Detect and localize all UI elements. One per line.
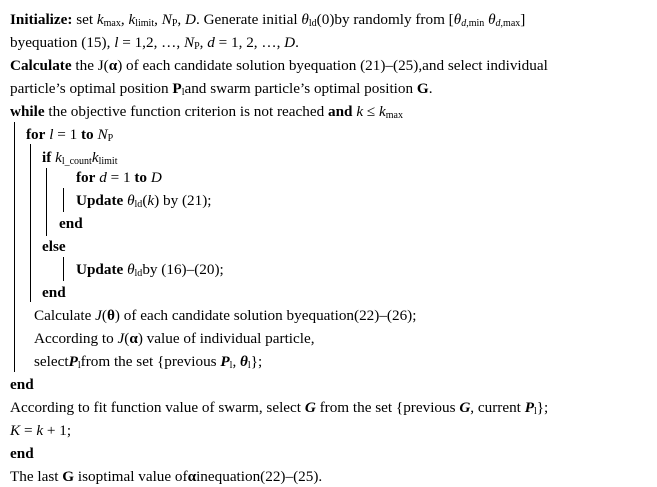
text-run: θ	[127, 261, 135, 278]
text-run: set	[72, 11, 97, 28]
text-run: .	[428, 80, 433, 97]
text-run: (	[101, 307, 107, 324]
text-run: N	[161, 11, 172, 28]
text-run: P	[172, 80, 182, 97]
text-run: N	[97, 126, 108, 143]
text-run: Update	[76, 261, 124, 278]
algo-line-21	[10, 467, 322, 486]
text-run: isoptimal value of	[74, 468, 188, 485]
text-run: G	[62, 468, 75, 485]
text-run: particle’s optimal position	[10, 80, 173, 97]
else-block-bar	[63, 257, 64, 281]
text-run: the objective function criterion is not reached	[44, 103, 329, 120]
text-run: D	[284, 34, 296, 51]
text-run: max	[103, 18, 121, 29]
text-run: . Generate initial	[195, 11, 302, 28]
algo-line-1	[10, 10, 525, 33]
text-run: end	[42, 284, 66, 301]
text-run: ,	[154, 11, 162, 28]
algo-line-6	[26, 125, 113, 148]
if-block-bar	[46, 168, 47, 236]
text-run: from the set {previous	[315, 399, 460, 416]
text-run: while	[10, 103, 45, 120]
text-run: + 1;	[43, 422, 72, 439]
text-run: ld	[308, 18, 317, 29]
algo-line-3	[10, 56, 548, 75]
text-run: α	[108, 57, 118, 74]
text-run: ,max	[500, 18, 521, 29]
text-run: =	[20, 422, 37, 439]
text-run: ,	[232, 353, 241, 370]
text-run: J	[95, 307, 102, 324]
algo-line-9	[76, 191, 212, 214]
text-run: and	[328, 103, 353, 120]
text-run: end	[10, 376, 34, 393]
text-run: θ	[240, 353, 248, 370]
text-run: max	[385, 110, 403, 121]
text-run: ld	[134, 268, 143, 279]
text-run: k	[356, 103, 364, 120]
text-run: ,	[120, 11, 129, 28]
algo-line-16	[34, 352, 262, 375]
text-run: d	[99, 169, 107, 186]
text-run: = 1	[106, 169, 135, 186]
text-run: ) value of individual particle,	[137, 330, 315, 347]
text-run: P	[220, 353, 230, 370]
algo-line-4	[10, 79, 433, 102]
text-run: (	[142, 192, 148, 209]
text-run: P	[171, 18, 178, 29]
text-run: α	[129, 330, 138, 347]
text-run: };	[536, 399, 549, 416]
text-run: ld	[134, 199, 143, 210]
text-run: else	[42, 238, 66, 255]
text-run: G	[416, 80, 429, 97]
text-run: θ	[127, 192, 135, 209]
text-run: N	[183, 34, 195, 51]
for-d-block-bar	[63, 188, 64, 212]
algo-line-10	[59, 214, 83, 233]
text-run: ) by (21);	[154, 192, 212, 209]
text-run: l	[247, 360, 251, 371]
text-run: l	[229, 360, 233, 371]
text-run: for	[76, 169, 96, 186]
text-run: = 1, 2, …,	[214, 34, 285, 51]
text-run: l	[181, 87, 185, 98]
text-run: θ	[106, 307, 115, 324]
algo-line-8	[76, 168, 162, 187]
algo-line-5	[10, 102, 403, 125]
text-run: , current	[470, 399, 525, 416]
text-run: k	[91, 149, 99, 166]
text-run: ≤	[363, 103, 379, 120]
text-run: k	[128, 11, 136, 28]
text-run: k	[379, 103, 386, 120]
algo-line-12	[76, 260, 224, 283]
text-run: (	[124, 330, 130, 347]
text-run: D	[185, 11, 196, 28]
text-run: θ	[453, 11, 462, 28]
text-run: (0)by randomly from [	[316, 11, 454, 28]
text-run: end	[10, 445, 34, 462]
text-run: ,min	[466, 18, 485, 29]
text-run: l	[114, 34, 119, 51]
algo-line-18	[10, 398, 548, 421]
text-run: θ	[488, 11, 496, 28]
text-run: ) of each candidate solution byequation (21)–(25),and select individual	[117, 57, 548, 74]
text-run: θ	[301, 11, 309, 28]
text-run: k	[147, 192, 155, 209]
text-run: for	[26, 126, 46, 143]
algo-line-20	[10, 444, 34, 463]
text-run: α	[187, 468, 197, 485]
text-run: D	[150, 169, 162, 186]
algo-line-17	[10, 375, 34, 394]
algo-line-13	[42, 283, 66, 302]
text-run: ,	[177, 11, 186, 28]
text-run: and swarm particle’s optimal position	[184, 80, 417, 97]
algo-line-19	[10, 421, 71, 440]
text-run: select	[34, 353, 69, 370]
algo-line-14	[34, 306, 416, 325]
text-run: l	[77, 360, 81, 371]
text-run: to	[81, 126, 94, 143]
text-run: G	[459, 399, 471, 416]
text-run: l_count	[61, 156, 92, 167]
text-run: ]	[520, 11, 526, 28]
text-run: Initialize:	[10, 11, 73, 28]
text-run: .	[295, 34, 299, 51]
text-run: P	[194, 41, 200, 52]
text-run: by (16)–(20);	[142, 261, 224, 278]
text-run: d	[461, 18, 467, 29]
text-run: According to fit function value of swarm, select	[10, 399, 305, 416]
text-run: };	[250, 353, 263, 370]
text-run: the J(	[71, 57, 109, 74]
text-run: inequation(22)–(25).	[196, 468, 323, 485]
text-run: l	[533, 406, 537, 417]
text-run: ) of each candidate solution byequation(22)–(26);	[114, 307, 417, 324]
text-run: limit	[135, 18, 155, 29]
text-run: The last	[10, 468, 63, 485]
text-run: = 1	[53, 126, 81, 143]
text-run: Update	[76, 192, 124, 209]
algo-line-2	[10, 33, 299, 56]
text-run: Calculate	[10, 57, 72, 74]
text-run: P	[68, 353, 78, 370]
text-run: to	[134, 169, 148, 186]
text-run: J	[117, 330, 125, 347]
text-run: According to	[34, 330, 118, 347]
text-run: G	[304, 399, 316, 416]
text-run: k	[96, 11, 104, 28]
text-run: P	[107, 133, 114, 144]
for-l-block-bar	[30, 144, 31, 302]
text-run: byequation (15),	[10, 34, 115, 51]
text-run: l	[49, 126, 54, 143]
text-run: if	[42, 149, 52, 166]
text-run: Calculate	[34, 307, 96, 324]
text-run: d	[495, 18, 501, 29]
text-run: k	[36, 422, 44, 439]
text-run: d	[207, 34, 215, 51]
text-run: ,	[199, 34, 208, 51]
while-block-bar	[14, 122, 15, 372]
algo-line-15	[34, 329, 315, 348]
text-run: = 1,2, …,	[118, 34, 184, 51]
text-run: k	[55, 149, 62, 166]
text-run: P	[524, 399, 534, 416]
text-run: limit	[98, 156, 118, 167]
text-run: K	[10, 422, 21, 439]
algo-line-11	[42, 237, 66, 256]
text-run: from the set {previous	[80, 353, 221, 370]
text-run: end	[59, 215, 83, 232]
